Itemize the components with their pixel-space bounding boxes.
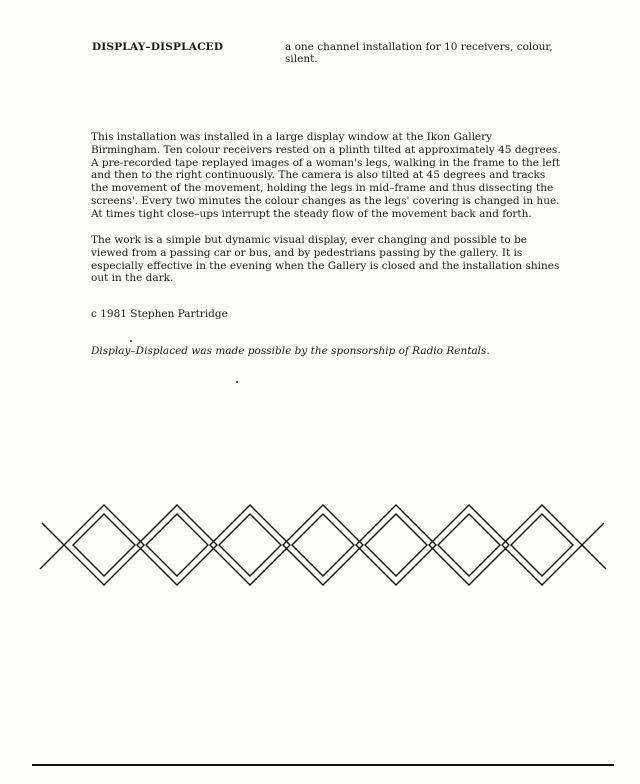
plinth-line-left-down — [40, 545, 64, 569]
speck — [236, 381, 238, 383]
bottom-rule — [32, 764, 614, 766]
tilted-receivers-illustration — [0, 495, 640, 605]
speck — [130, 340, 132, 342]
copyright-line: c 1981 Stephen Partridge — [91, 308, 228, 320]
description-paragraph-1: This installation was installed in a large display window at the Ikon Gallery Birmingham. Ten colour receivers rested on a plinth tilted at approximately 45 degrees. A pre-recorded tape replayed images of a woman's legs, walking in the frame to the left and then to the right continuously. The camera is also tilted at 45 degrees and tracks the movement of the movement, holding the legs in mid–frame and thus dissecting the screens'. Every two minutes the colour changes as the legs' covering is changed in hue. At times tight close–ups interrupt the steady flow of the movement back and forth. — [91, 131, 561, 220]
receiver-frame — [502, 505, 582, 585]
work-title: DISPLAY–DISPLACED — [92, 41, 224, 53]
receiver-frame — [283, 505, 363, 585]
receiver-screen — [365, 514, 427, 576]
plinth-line-right-down — [582, 545, 606, 569]
receiver-screen — [219, 514, 281, 576]
receiver-frame — [137, 505, 217, 585]
plinth-line-left-up — [42, 523, 64, 545]
plinth-line-right-up — [582, 523, 604, 545]
receiver-screen — [146, 514, 208, 576]
receiver-frame — [429, 505, 509, 585]
sponsorship-note: Display–Displaced was made possible by the sponsorship of Radio Rentals. — [91, 345, 490, 357]
receiver-frame — [356, 505, 436, 585]
receiver-screen — [292, 514, 354, 576]
receiver-screen — [438, 514, 500, 576]
receiver-screen — [73, 514, 135, 576]
description-paragraph-2: The work is a simple but dynamic visual display, ever changing and possible to be viewed from a passing car or bus, and by pedestrians passing by the gallery. It is especially effective in the evening when the Gallery is closed and the installation shines out in the dark. — [91, 234, 560, 285]
receiver-frame — [64, 505, 144, 585]
page-header — [92, 41, 580, 65]
receiver-frame — [210, 505, 290, 585]
receiver-screen — [511, 514, 573, 576]
work-subtitle: a one channel installation for 10 receivers, colour, silent. — [285, 41, 553, 65]
